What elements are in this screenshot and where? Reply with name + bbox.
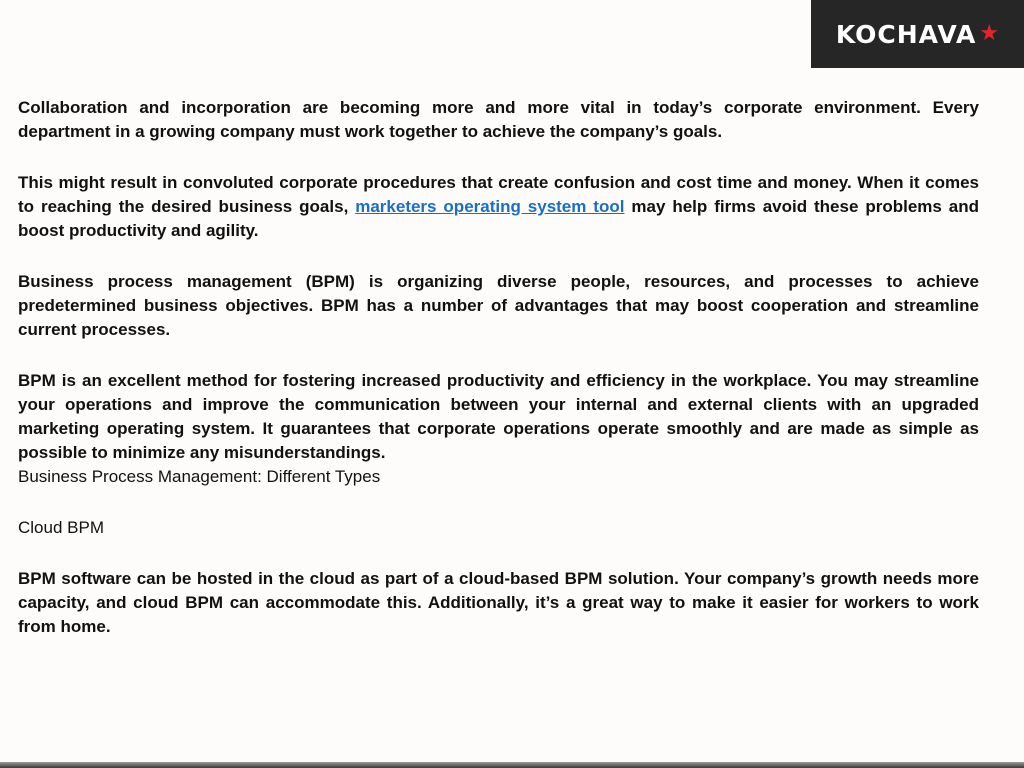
paragraph-bpm-definition: Business process management (BPM) is organizing diverse people, resources, and processes to achieve predetermined business objectives. BPM has a number of advantages that may boost cooperation and streamline current processes. xyxy=(18,272,979,339)
paragraph-collaboration: Collaboration and incorporation are becoming more and more vital in today’s corporate environment. Every department in a growing company must work together to achieve the company’s goals. xyxy=(18,98,979,141)
paragraph-procedures-text-1: This might result in convoluted corporate procedures that create confusion and cost time and money. When it comes to reaching the desired business goals, xyxy=(18,173,979,216)
marketers-os-link[interactable]: marketers operating system tool xyxy=(355,197,625,216)
paragraph-procedures xyxy=(18,171,979,243)
paragraph-procedures-text-2: may help firms avoid these problems and boost productivity and agility. xyxy=(18,197,980,240)
logo-text: KOCHAVA xyxy=(835,19,977,49)
paragraph-cloud-bpm: BPM software can be hosted in the cloud as part of a cloud-based BPM solution. Your company’s growth needs more capacity, and cloud BPM can accommodate this. Additionally, it’s a great way to make it easier for workers to work from home. xyxy=(18,569,979,636)
kochava-logo xyxy=(811,0,1024,68)
heading-bpm-types: Business Process Management: Different Types xyxy=(18,467,381,486)
article-body xyxy=(18,96,979,666)
bottom-divider xyxy=(0,762,1024,768)
heading-cloud-bpm: Cloud BPM xyxy=(18,518,104,537)
paragraph-bpm-benefits: BPM is an excellent method for fostering increased productivity and efficiency in the workplace. You may streamline your operations and improve the communication between your internal and external clients with an upgraded marketing operating system. It guarantees that corporate operations operate smoothly and are made as simple as possible to minimize any misunderstandings. xyxy=(18,371,979,462)
star-icon: ★ xyxy=(979,20,1000,45)
